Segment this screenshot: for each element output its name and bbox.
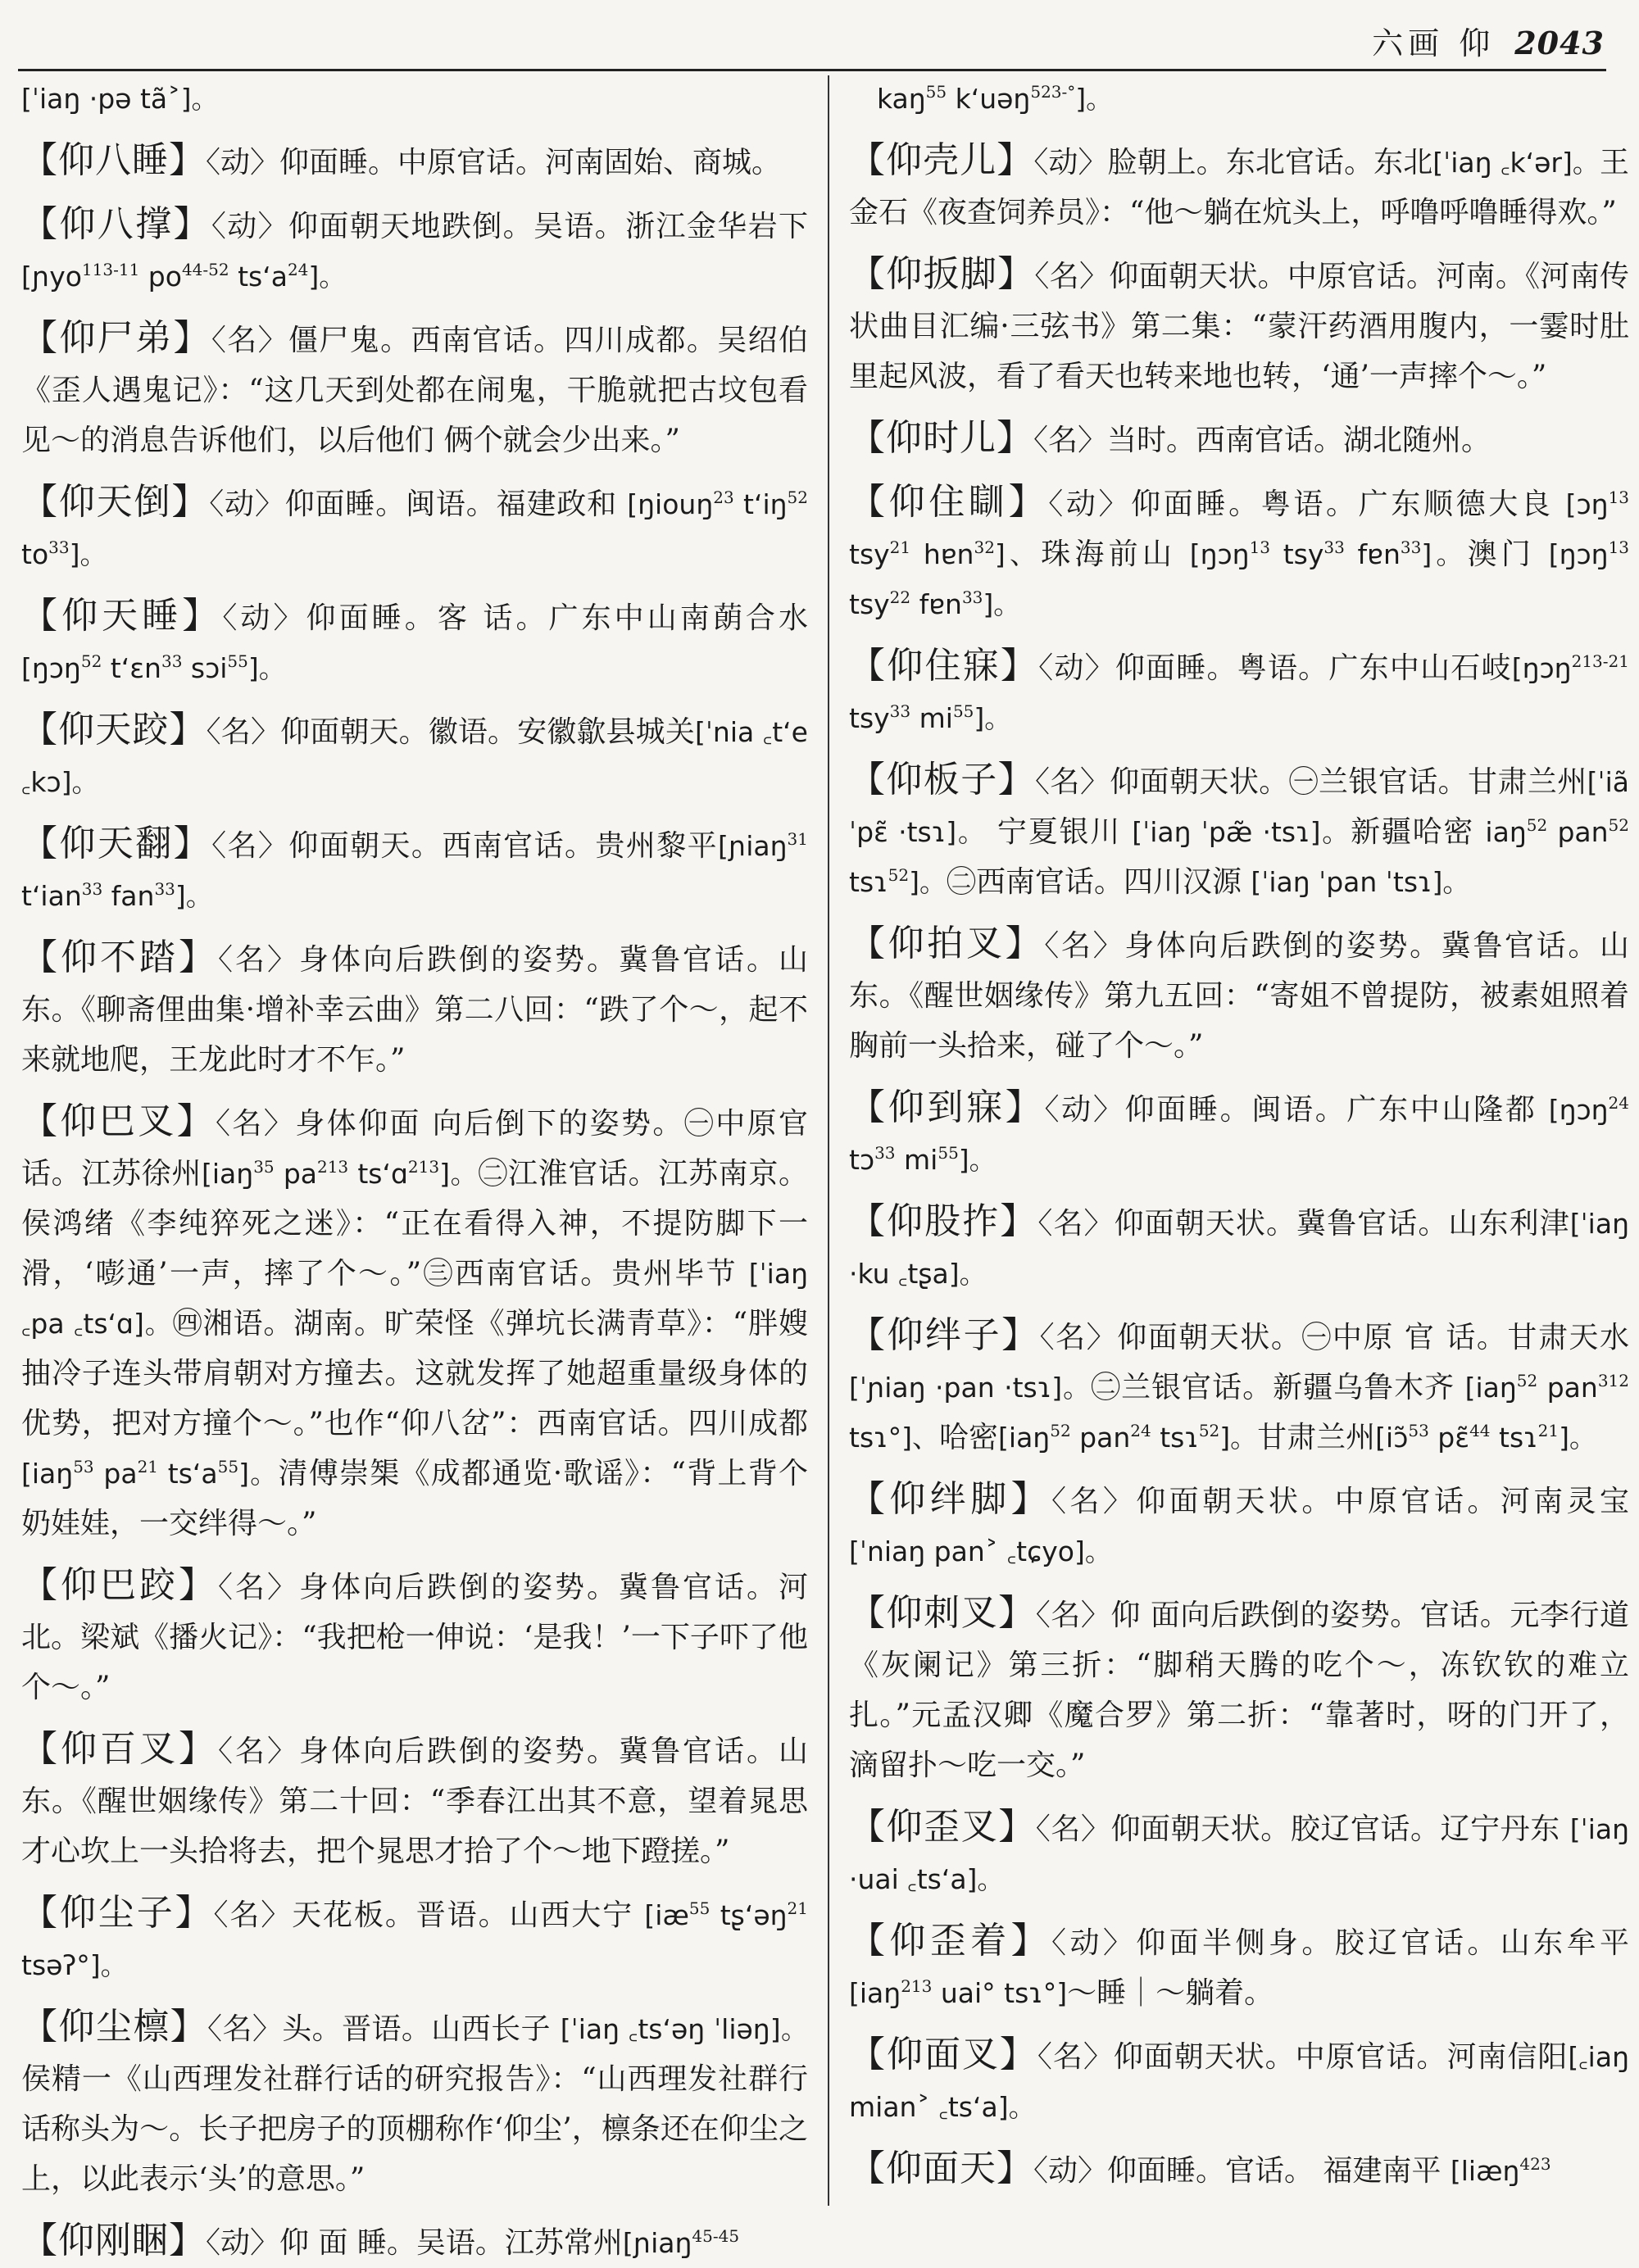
dictionary-entry bbox=[21, 135, 808, 188]
tone-number: 33 bbox=[1400, 538, 1422, 557]
entry-headword: 【仰壳儿】 bbox=[849, 139, 1034, 181]
dictionary-entry bbox=[849, 919, 1629, 1071]
entry-headword: 【仰时儿】 bbox=[849, 417, 1033, 459]
entry-definition: 〈名〉天花板。晋语。山西大宁 bbox=[213, 1898, 645, 1932]
dictionary-entry bbox=[21, 199, 808, 302]
pronunciation: ]。 bbox=[69, 538, 107, 570]
entry-headword: 【仰住寐】 bbox=[849, 645, 1039, 687]
pronunciation: [ɲiaŋ bbox=[622, 2227, 692, 2259]
pronunciation: to bbox=[21, 538, 49, 570]
entry-definition: 〈动〉仰 面 睡。吴语。江苏常州 bbox=[206, 2226, 623, 2260]
tone-number: 13 bbox=[1608, 488, 1630, 507]
pronunciation: tʂ‘əŋ bbox=[710, 1899, 788, 1931]
pronunciation: ts‘ɑ bbox=[348, 1158, 408, 1190]
dictionary-entry bbox=[849, 2143, 1629, 2196]
pronunciation: [iæ bbox=[644, 1899, 689, 1931]
pronunciation: [iaŋ bbox=[998, 1422, 1051, 1454]
tone-number: 213 bbox=[316, 1157, 349, 1177]
pronunciation: [ˈiaŋ ·uai ꜀ts‘a]。 bbox=[849, 1813, 1630, 1895]
entry-definition: 〈名〉仰面朝天状。中原官话。河南。《河南传状曲目汇编·三弦书》第二集：“蒙汗药酒用腹内，一霎时肚里起风波，看了看天也转来地也转，‘通’一声摔个～。” bbox=[849, 260, 1629, 393]
entry-definition: 新疆哈密 bbox=[1351, 815, 1486, 849]
dictionary-entry bbox=[21, 2002, 808, 2204]
tone-number: 33 bbox=[1323, 538, 1345, 557]
page-number: 2043 bbox=[1514, 25, 1605, 61]
entry-definition: ㊁兰银官话。新疆乌鲁木齐 bbox=[1091, 1371, 1465, 1404]
entry-headword: 【仰刚睏】 bbox=[21, 2220, 206, 2261]
tone-number: 53 bbox=[73, 1457, 94, 1476]
pronunciation: ]、 bbox=[994, 538, 1042, 570]
pronunciation: [ˈiaŋ ·pə tã˃]。 bbox=[21, 83, 219, 115]
pronunciation: [iaŋ bbox=[21, 1458, 74, 1490]
tone-number: 31 bbox=[787, 829, 808, 849]
pronunciation: [ˈiaŋ ·ku ꜀tʂa]。 bbox=[849, 1208, 1629, 1290]
tone-number: 22 bbox=[889, 587, 911, 607]
tone-number: 21 bbox=[889, 538, 911, 557]
pronunciation: tsy bbox=[849, 538, 890, 570]
tone-number: 53 bbox=[1408, 1421, 1429, 1440]
pronunciation: [ŋɔŋ bbox=[21, 652, 81, 684]
tone-number: 52 bbox=[1516, 1371, 1538, 1390]
dictionary-entry bbox=[849, 1588, 1629, 1790]
pronunciation: t‘ian bbox=[21, 880, 82, 912]
pronunciation: tsɿ°]、 bbox=[849, 1422, 940, 1454]
entry-definition: 〈名〉僵尸鬼。西南官话。四川成都。吴绍伯《歪人遇鬼记》：“这几天到处都在闹鬼，干脆就把古坟包看见～的消息告诉他们，以后他们 俩个就会少出来。” bbox=[21, 324, 808, 457]
dictionary-entry bbox=[849, 1082, 1629, 1185]
pronunciation: [꜀iaŋ mian˃ ꜀ts‘a]。 bbox=[849, 2041, 1629, 2123]
tone-number: 52 bbox=[1198, 1421, 1220, 1440]
pronunciation: ]。 bbox=[439, 1158, 479, 1190]
dictionary-entry bbox=[21, 705, 808, 807]
entry-definition: 〈名〉仰面朝天。西南官话。贵州黎平 bbox=[211, 829, 719, 863]
pronunciation: pan bbox=[1537, 1372, 1598, 1404]
pronunciation: fɐn bbox=[1344, 538, 1401, 570]
entry-definition: 〈名〉仰面朝天状。中原官话。河南灵宝 bbox=[1051, 1485, 1629, 1518]
dictionary-entry bbox=[21, 591, 808, 693]
pronunciation: [ŋɔŋ bbox=[1548, 538, 1609, 570]
entry-headword: 【仰板子】 bbox=[849, 759, 1036, 801]
entry-definition: 〈名〉仰面朝天状。中原官话。河南信阳 bbox=[1037, 2040, 1569, 2074]
dictionary-entry bbox=[21, 819, 808, 921]
entry-definition: 澳门 bbox=[1467, 538, 1549, 571]
pronunciation: tsɿ bbox=[1490, 1422, 1538, 1454]
entry-headword: 【仰到寐】 bbox=[849, 1086, 1045, 1128]
tone-number: 52 bbox=[787, 488, 808, 507]
dictionary-entry bbox=[849, 249, 1629, 401]
entry-definition: 清傅崇榘《成都通览·歌谣》：“背上背个奶娃娃，一交绊得～。” bbox=[21, 1457, 808, 1540]
entry-headword: 【仰绊子】 bbox=[849, 1314, 1040, 1356]
entry-definition: 〈名〉身体向后跌倒的姿势。冀鲁官话。山东。《醒世姻缘传》第九五回：“寄姐不曾提防，被素姐照着胸前一头拾来，碰了个～。” bbox=[849, 929, 1629, 1063]
running-head bbox=[1372, 18, 1605, 63]
entry-definition: 〈名〉身体仰面 向后倒下的姿势。㊀中原官话。江苏徐州 bbox=[21, 1107, 809, 1191]
entry-headword: 【仰八撑】 bbox=[21, 203, 211, 245]
dictionary-entry bbox=[849, 413, 1629, 465]
tone-number: 55 bbox=[925, 82, 947, 102]
entry-definition: 王金石《夜查饲养员》：“他～躺在炕头上，呼噜呼噜睡得欢。” bbox=[849, 146, 1629, 229]
entry-definition: 〈名〉仰面朝天状。冀鲁官话。山东利津 bbox=[1037, 1207, 1570, 1241]
pronunciation: tsɿ bbox=[849, 866, 888, 898]
pronunciation: [ŋɔŋ bbox=[1189, 538, 1250, 570]
tone-number: 113-11 bbox=[81, 260, 140, 279]
pronunciation: ]。 bbox=[238, 1458, 279, 1490]
dictionary-entry bbox=[849, 477, 1629, 629]
pronunciation: [ˈɲiaŋ ·pan ·tsɿ]。 bbox=[849, 1372, 1092, 1404]
pronunciation: [ˈnia ꜀t‘e ꜀kɔ]。 bbox=[21, 716, 808, 798]
pronunciation: [iaŋ bbox=[1464, 1372, 1517, 1404]
tone-number: 213 bbox=[407, 1157, 440, 1177]
entry-definition: 〈名〉仰面朝天状。㊀中原 官 话。甘肃天水 bbox=[1039, 1321, 1629, 1354]
pronunciation: fan bbox=[102, 880, 155, 912]
tone-number: 52 bbox=[80, 651, 102, 671]
dictionary-entry bbox=[849, 755, 1629, 907]
entry-definition: 〈名〉当时。西南官话。湖北随州。 bbox=[1033, 424, 1491, 457]
entry-definition: 〈动〉仰面睡。闽语。福建政和 bbox=[209, 488, 628, 521]
dictionary-entry bbox=[21, 74, 808, 124]
pronunciation: [ˈiaŋ ˈpan ˈtsɿ]。 bbox=[1251, 866, 1470, 898]
pronunciation: pa bbox=[93, 1458, 138, 1490]
entry-headword: 【仰巴跤】 bbox=[21, 1564, 218, 1606]
entry-definition: 〈动〉仰面睡。官话。 福建南平 bbox=[1033, 2154, 1451, 2188]
tone-number: 21 bbox=[137, 1457, 159, 1476]
tone-number: 33 bbox=[81, 879, 103, 899]
entry-definition: 〈动〉脸朝上。东北官话。东北 bbox=[1033, 146, 1433, 179]
entry-headword: 【仰天倒】 bbox=[21, 481, 210, 523]
pronunciation: [ŋiouŋ bbox=[627, 488, 714, 520]
tone-number: 55 bbox=[952, 701, 974, 721]
tone-number: 55 bbox=[938, 1143, 959, 1163]
entry-headword: 【仰面叉】 bbox=[849, 2034, 1037, 2075]
entry-headword: 【仰绊脚】 bbox=[849, 1478, 1052, 1520]
pronunciation: ]。 bbox=[308, 261, 347, 293]
pronunciation: ]。 bbox=[958, 1144, 997, 1176]
pronunciation: [iɔ̃ bbox=[1375, 1422, 1409, 1454]
entry-headword: 【仰扳脚】 bbox=[849, 253, 1035, 295]
dictionary-entry bbox=[21, 1096, 808, 1549]
entry-headword: 【仰百叉】 bbox=[21, 1728, 218, 1770]
tone-number: 21 bbox=[1537, 1421, 1560, 1440]
entry-definition: 〈动〉仰面睡。闽语。广东中山隆都 bbox=[1044, 1093, 1549, 1127]
tone-number: 24 bbox=[1130, 1421, 1151, 1440]
pronunciation: [ɲyo bbox=[21, 261, 82, 293]
pronunciation: iaŋ bbox=[1485, 816, 1527, 848]
tone-number: 21 bbox=[787, 1898, 808, 1918]
pronunciation: tsy bbox=[849, 588, 890, 620]
dictionary-entry bbox=[21, 932, 808, 1085]
tone-number: 33 bbox=[154, 879, 175, 899]
pronunciation: [ɲiaŋ bbox=[718, 830, 788, 862]
column-divider bbox=[828, 75, 829, 2206]
entry-definition: 〈名〉头。晋语。山西长子 bbox=[207, 2012, 561, 2046]
page-header bbox=[0, 0, 1639, 64]
entry-headword: 【仰天跤】 bbox=[21, 709, 207, 751]
dictionary-entry bbox=[849, 1196, 1629, 1299]
pronunciation: sɔi bbox=[182, 652, 228, 684]
dictionary-entry bbox=[849, 641, 1629, 743]
dictionary-entry bbox=[21, 313, 808, 465]
pronunciation: [ˈiaŋ ꜀pa ꜀ts‘ɑ]。 bbox=[21, 1258, 808, 1340]
tone-number: 33 bbox=[889, 701, 911, 721]
pronunciation: t‘iŋ bbox=[733, 488, 788, 520]
pronunciation: ]。 bbox=[247, 652, 286, 684]
entry-definition: 〈动〉仰面睡。客 话。广东中山南蓢合水 bbox=[222, 601, 808, 635]
pronunciation: [ŋɔŋ bbox=[1548, 1094, 1609, 1126]
entry-definition: 〈动〉仰面睡。粤语。广东中山石岐 bbox=[1038, 651, 1512, 685]
pronunciation: k‘uəŋ bbox=[947, 83, 1031, 115]
entry-definition: 〈名〉仰 面向后跌倒的姿势。官话。元李行道《灰阑记》第三折：“脚稍天腾的吃个～，冻钦钦的难立扎。”元孟汉卿《魔合罗》第二折：“靠著时，呀的门开了，滴留扑～吃一交。” bbox=[849, 1599, 1629, 1782]
entry-definition: 侯精一《山西理发社群行话的研究报告》：“山西理发社群行话称头为～。长子把房子的顶棚称作‘仰尘’，檩条还在仰尘之上，以此表示‘头’的意思。” bbox=[21, 2062, 808, 2196]
tone-number: 213-21 bbox=[1571, 651, 1629, 671]
tone-number: 24 bbox=[1608, 1093, 1629, 1113]
entry-headword: 【仰尘檩】 bbox=[21, 2006, 208, 2048]
entry-headword: 【仰面天】 bbox=[849, 2148, 1033, 2189]
entry-headword: 【仰股拃】 bbox=[849, 1200, 1038, 1242]
tone-number: 523-° bbox=[1030, 82, 1076, 102]
entry-definition: 〈动〉仰面睡。粤语。广东顺德大良 bbox=[1048, 488, 1566, 521]
pronunciation: ]。 bbox=[1421, 538, 1468, 570]
pronunciation: ts‘a bbox=[229, 261, 288, 293]
entry-definition: ㊁西南官话。四川汉源 bbox=[946, 865, 1251, 899]
pronunciation: [liæŋ bbox=[1450, 2155, 1520, 2187]
tone-number: 33 bbox=[48, 538, 70, 557]
dictionary-entry bbox=[849, 1310, 1629, 1463]
pronunciation: ]。 bbox=[1559, 1422, 1596, 1454]
tone-number: 44 bbox=[1469, 1421, 1491, 1440]
pronunciation: [iaŋ bbox=[849, 1977, 901, 2009]
entry-headword: 【仰八睡】 bbox=[21, 139, 206, 181]
pronunciation: mi bbox=[895, 1144, 938, 1176]
entry-headword: 【仰不踏】 bbox=[21, 937, 218, 978]
dictionary-entry bbox=[849, 135, 1629, 238]
tone-number: 23 bbox=[713, 488, 734, 507]
pronunciation: ]。 bbox=[983, 588, 1021, 620]
tone-number: 13 bbox=[1608, 538, 1630, 557]
entry-definition: 宁夏银川 bbox=[986, 815, 1133, 849]
pronunciation: ]。 bbox=[1075, 83, 1114, 115]
tone-number: 44-52 bbox=[181, 260, 229, 279]
tone-number: 45-45 bbox=[692, 2226, 740, 2246]
entry-definition: 〈名〉身体向后跌倒的姿势。冀鲁官话。山东。《醒世姻缘传》第二十回：“季春江出其不意，望着晁思才心坎上一头拾将去，把个晁思才拾了个～地下蹬搓。” bbox=[21, 1735, 808, 1868]
header-rule bbox=[18, 69, 1606, 71]
entry-headword: 【仰歪叉】 bbox=[849, 1806, 1036, 1848]
pronunciation: pa bbox=[274, 1158, 317, 1190]
pronunciation: mi bbox=[910, 702, 953, 734]
tone-number: 55 bbox=[217, 1457, 239, 1476]
entry-headword: 【仰天翻】 bbox=[21, 823, 212, 864]
tone-number: 52 bbox=[1608, 815, 1629, 835]
entry-definition: 哈密 bbox=[939, 1421, 999, 1454]
pronunciation: t‘ɛn bbox=[102, 652, 161, 684]
pronunciation: [ɔŋ bbox=[1565, 488, 1609, 520]
entry-headword: 【仰尸弟】 bbox=[21, 317, 211, 359]
dictionary-entry bbox=[21, 477, 808, 579]
tone-number: 24 bbox=[287, 260, 309, 279]
entry-definition: 〈名〉仰面朝天状。㊀兰银官话。甘肃兰州 bbox=[1035, 765, 1587, 799]
pronunciation: pan bbox=[1070, 1422, 1131, 1454]
dictionary-entry bbox=[21, 1560, 808, 1712]
tone-number: 423 bbox=[1519, 2154, 1551, 2174]
pronunciation: [ˈiaŋ ˈpæ̃ ·tsɿ]。 bbox=[1132, 816, 1351, 848]
pronunciation: [ˈiã ˈpɛ̃ ·tsɿ]。 bbox=[849, 766, 1629, 848]
entry-definition: 甘肃兰州 bbox=[1257, 1421, 1376, 1454]
dictionary-entry bbox=[849, 1916, 1629, 2018]
entry-definition: 〈名〉仰面朝天。徽语。安徽歙县城关 bbox=[206, 715, 695, 749]
dictionary-entry bbox=[849, 2030, 1629, 2132]
pronunciation: tsəʔ°]。 bbox=[21, 1949, 128, 1981]
pronunciation: [iaŋ bbox=[202, 1158, 254, 1190]
radical-heading: 六画 仰 bbox=[1372, 25, 1496, 61]
entry-headword: 【仰住瞓】 bbox=[849, 481, 1049, 523]
entry-headword: 【仰刺叉】 bbox=[849, 1592, 1036, 1634]
entry-headword: 【仰歪着】 bbox=[849, 1920, 1052, 1962]
entry-definition: 〈名〉身体向后跌倒的姿势。冀鲁官话。河北。梁斌《播火记》：“我把枪一伸说：‘是我！’一下子吓了他个～。” bbox=[21, 1571, 808, 1704]
pronunciation: [ˈiaŋ ꜀k‘ər]。 bbox=[1432, 147, 1600, 179]
entry-headword: 【仰巴叉】 bbox=[21, 1100, 216, 1142]
entry-definition: 〈动〉仰面睡。中原官话。河南固始、商城。 bbox=[206, 146, 782, 179]
pronunciation: [ŋɔŋ bbox=[1511, 652, 1572, 684]
tone-number: 35 bbox=[253, 1157, 275, 1177]
pronunciation: tɔ bbox=[849, 1144, 875, 1176]
entry-definition: ㊃湘语。湖南。旷荣怪《弹坑长满青草》：“胖嫂抽冷子连头带肩朝对方撞去。这就发挥了她超重量级身体的优势，把对方撞个～。”也作“仰八岔”：西南官话。四川成都 bbox=[21, 1307, 808, 1440]
pronunciation: uai° tsɿ°] bbox=[932, 1977, 1068, 2009]
pronunciation: tsy bbox=[849, 702, 890, 734]
entry-definition: 〈名〉身体向后跌倒的姿势。冀鲁官话。山东。《聊斋俚曲集·增补幸云曲》第二八回：“跌了个～，起不来就地爬，王龙此时才不乍。” bbox=[21, 943, 808, 1077]
left-column bbox=[21, 74, 809, 2261]
dictionary-entry bbox=[21, 1724, 808, 1876]
entry-definition: 〈动〉仰面半侧身。胶辽官话。山东牟平 bbox=[1051, 1926, 1629, 1960]
tone-number: 33 bbox=[961, 587, 983, 607]
entry-definition: 〈动〉仰面朝天地跌倒。吴语。浙江金华岩下 bbox=[211, 210, 808, 243]
pronunciation: tsɿ bbox=[1151, 1422, 1199, 1454]
tone-number: 52 bbox=[888, 865, 910, 885]
dictionary-entry bbox=[849, 1802, 1629, 1904]
entry-definition: 珠海前山 bbox=[1041, 538, 1190, 571]
tone-number: 33 bbox=[874, 1143, 896, 1163]
tone-number: 33 bbox=[161, 651, 183, 671]
pronunciation: ]。 bbox=[909, 866, 947, 898]
pronunciation: pan bbox=[1547, 816, 1609, 848]
tone-number: 213 bbox=[901, 1976, 933, 1996]
entry-definition: ～睡｜～躺着。 bbox=[1067, 1976, 1274, 2010]
tone-number: 55 bbox=[227, 651, 248, 671]
pronunciation: tsy bbox=[1270, 538, 1324, 570]
right-column bbox=[849, 74, 1629, 2204]
pronunciation: pɛ̃ bbox=[1428, 1422, 1470, 1454]
pronunciation: ts‘a bbox=[158, 1458, 218, 1490]
entry-definition: ㊁江淮官话。江苏南京。侯鸿绪《李纯猝死之迷》：“正在看得入神，不提防脚下一滑，‘嘭通’一声，摔了个～。”㊂西南官话。贵州毕节 bbox=[21, 1157, 808, 1290]
pronunciation: po bbox=[139, 261, 182, 293]
pronunciation: ]。 bbox=[1219, 1422, 1258, 1454]
pronunciation: [ˈiaŋ ꜀ts‘əŋ ˈliəŋ]。 bbox=[560, 2013, 808, 2045]
dictionary-entry bbox=[21, 2216, 808, 2268]
entry-headword: 【仰尘子】 bbox=[21, 1892, 214, 1934]
entry-definition: 〈名〉仰面朝天状。胶辽官话。辽宁丹东 bbox=[1035, 1812, 1570, 1846]
tone-number: 13 bbox=[1249, 538, 1271, 557]
tone-number: 312 bbox=[1597, 1371, 1629, 1390]
pronunciation: ]。 bbox=[175, 880, 213, 912]
entry-headword: 【仰拍叉】 bbox=[849, 923, 1045, 964]
pronunciation: hɐn bbox=[910, 538, 974, 570]
dictionary-entry bbox=[849, 74, 1629, 124]
pronunciation: fɐn bbox=[910, 588, 962, 620]
tone-number: 52 bbox=[1050, 1421, 1071, 1440]
entry-headword: 【仰天睡】 bbox=[21, 595, 223, 637]
tone-number: 52 bbox=[1526, 815, 1548, 835]
tone-number: 55 bbox=[688, 1898, 711, 1918]
dictionary-entry bbox=[849, 1474, 1629, 1576]
pronunciation: kaŋ bbox=[877, 83, 926, 115]
pronunciation: ]。 bbox=[974, 702, 1012, 734]
tone-number: 32 bbox=[974, 538, 995, 557]
dictionary-entry bbox=[21, 1888, 808, 1990]
pronunciation: [ˈniaŋ pan˃ ꜀tɕyo]。 bbox=[849, 1535, 1112, 1567]
